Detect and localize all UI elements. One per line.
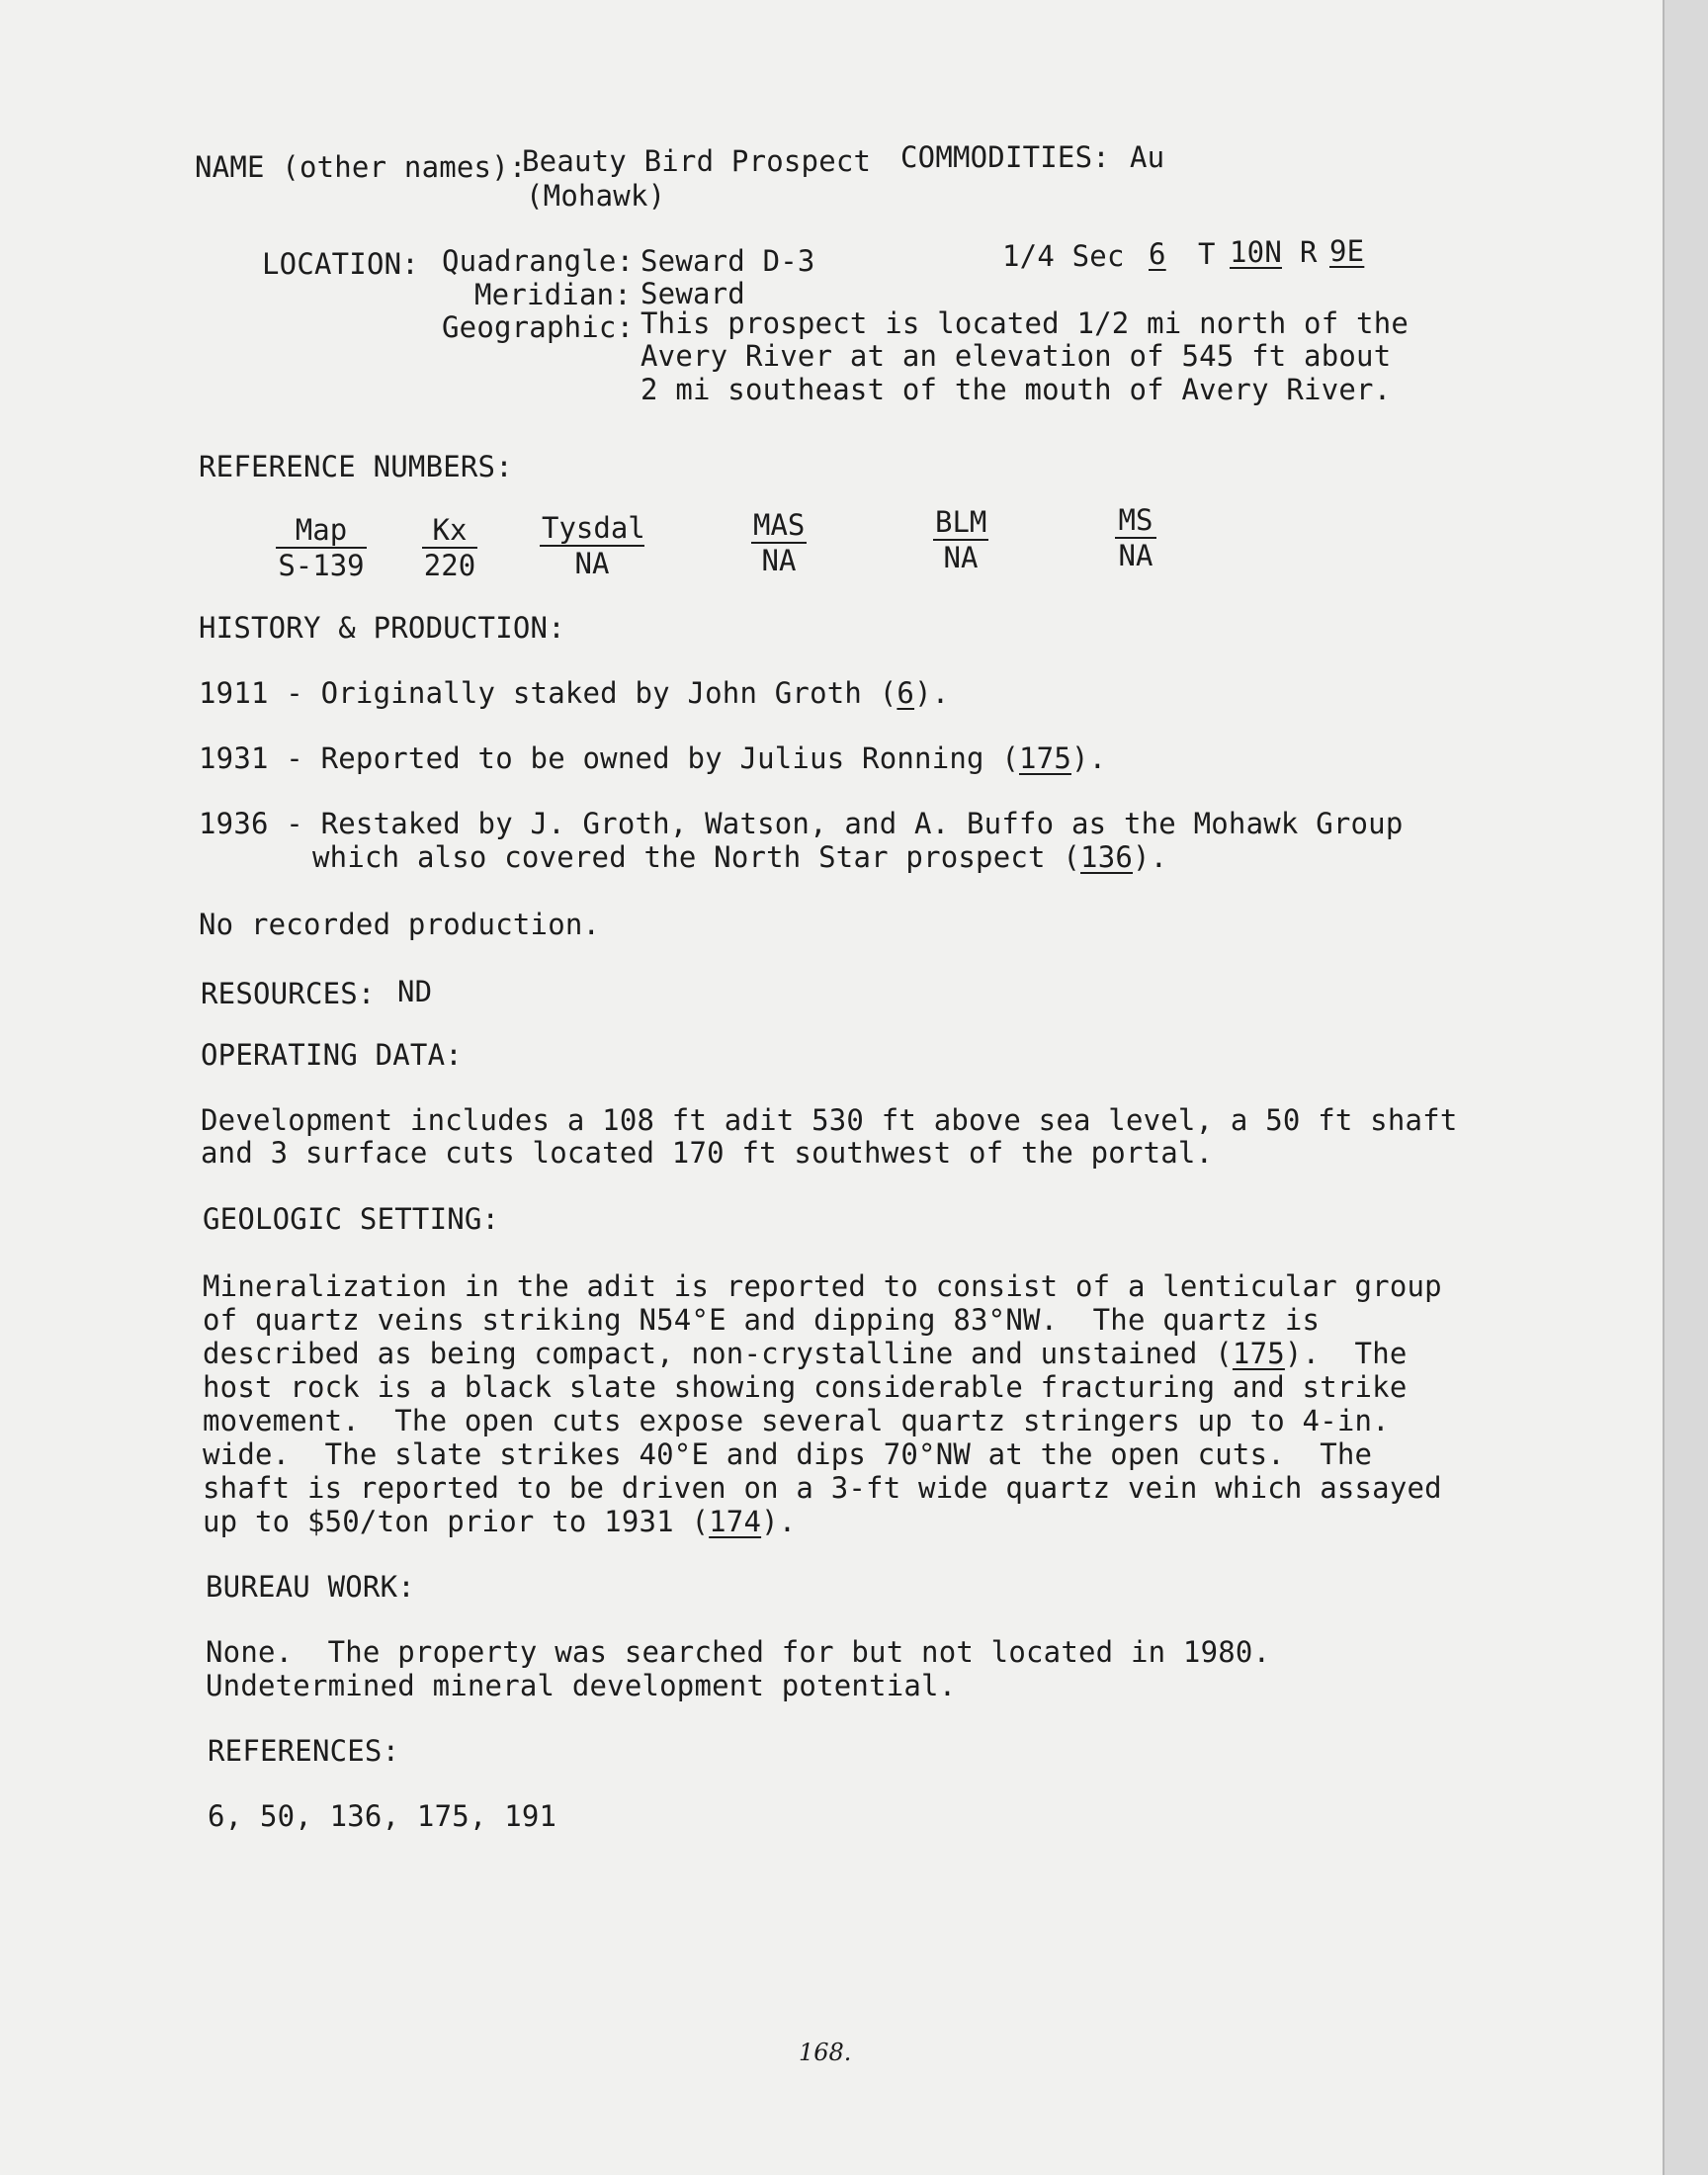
geographic-line: Avery River at an elevation of 545 ft about: [640, 339, 1392, 373]
history-label: HISTORY & PRODUCTION:: [199, 611, 565, 645]
ref-tysdal-value: NA: [574, 547, 610, 580]
quadrangle-label: Quadrangle:: [442, 244, 635, 278]
reference-numbers-label: REFERENCE NUMBERS:: [199, 450, 513, 483]
history-text: 1911 - Originally staked by John Groth (: [199, 676, 897, 710]
history-entry-1931: [199, 741, 1106, 775]
page-number: 168.: [799, 2039, 852, 2066]
meridian-label: Meridian:: [474, 278, 632, 311]
commodities-value: Au: [1130, 140, 1165, 174]
ref-blm: [933, 505, 988, 574]
geologic-line: [203, 1505, 796, 1538]
geographic-label: Geographic:: [442, 310, 635, 344]
history-text: which also covered the North Star prospect (: [312, 840, 1081, 874]
geographic-line: 2 mi southeast of the mouth of Avery River.: [640, 373, 1392, 406]
ref-kx: [422, 513, 477, 582]
meridian-value: Seward: [640, 277, 745, 310]
references-label: REFERENCES:: [208, 1734, 400, 1768]
geologic-line: Mineralization in the adit is reported to consist of a lenticular group: [203, 1269, 1442, 1303]
name-value: Beauty Bird Prospect: [522, 144, 872, 178]
ref-tysdal-head: Tysdal: [542, 511, 645, 545]
geologic-text: up to $50/ton prior to 1931 (: [203, 1505, 710, 1538]
geologic-text: ). The: [1284, 1337, 1408, 1370]
ref-blm-value: NA: [943, 541, 979, 574]
ref-tysdal: [540, 511, 644, 580]
history-entry-1911: [199, 676, 949, 710]
commodities-label: COMMODITIES:: [900, 140, 1110, 174]
other-name: (Mohawk): [526, 179, 666, 213]
sec-value: 6: [1149, 237, 1166, 271]
geologic-ref: 175: [1232, 1337, 1285, 1370]
ref-map-value: S-139: [278, 549, 365, 582]
ref-ms-value: NA: [1118, 539, 1153, 572]
range-value: 9E: [1329, 234, 1365, 268]
geologic-line: wide. The slate strikes 40°E and dips 70°NW at the open cuts. The: [203, 1437, 1373, 1471]
ref-mas: [751, 508, 807, 577]
location-label: LOCATION:: [262, 247, 419, 281]
history-entry-1936: 1936 - Restaked by J. Groth, Watson, and A. Buffo as the Mohawk Group: [199, 807, 1404, 840]
geographic-line: This prospect is located 1/2 mi north of the: [640, 306, 1409, 340]
geologic-line: host rock is a black slate showing considerable fracturing and strike: [203, 1370, 1408, 1404]
operating-label: OPERATING DATA:: [201, 1038, 463, 1072]
history-ref: 175: [1019, 741, 1071, 775]
geologic-label: GEOLOGIC SETTING:: [203, 1202, 500, 1236]
geologic-ref: 174: [709, 1505, 762, 1538]
sec-label: 1/4 Sec: [1002, 239, 1125, 273]
township-label: T: [1198, 237, 1216, 271]
ref-map-head: Map: [276, 513, 367, 549]
resources-value: ND: [397, 975, 433, 1008]
quadrangle-value: Seward D-3: [640, 244, 815, 278]
geologic-text: ).: [761, 1505, 797, 1538]
ref-ms: [1115, 503, 1156, 572]
history-text: 1931 - Reported to be owned by Julius Ronning (: [199, 741, 1019, 775]
bureau-line: Undetermined mineral development potential.: [206, 1669, 957, 1702]
history-ref: 136: [1080, 840, 1134, 874]
geologic-line: [203, 1337, 1408, 1370]
ref-mas-value: NA: [761, 544, 797, 577]
range-label: R: [1300, 235, 1318, 269]
bureau-label: BUREAU WORK:: [206, 1570, 415, 1604]
operating-line: Development includes a 108 ft adit 530 ft above sea level, a 50 ft shaft: [201, 1103, 1458, 1137]
history-text: ).: [1070, 741, 1107, 775]
ref-mas-head: MAS: [753, 508, 806, 542]
resources-label: RESOURCES:: [201, 977, 376, 1010]
operating-line: and 3 surface cuts located 170 ft southwest of the portal.: [201, 1136, 1214, 1170]
production-note: No recorded production.: [199, 908, 601, 941]
history-text: ).: [914, 676, 950, 710]
name-label: NAME (other names):: [195, 150, 527, 184]
ref-ms-head: MS: [1115, 503, 1156, 539]
geologic-line: shaft is reported to be driven on a 3-ft wide quartz vein which assayed: [203, 1471, 1442, 1505]
history-entry-1936-cont: [312, 840, 1167, 874]
bureau-line: None. The property was searched for but not located in 1980.: [206, 1635, 1271, 1669]
ref-blm-head: BLM: [935, 505, 987, 539]
geologic-text: described as being compact, non-crystalline and unstained (: [203, 1337, 1233, 1370]
geologic-line: of quartz veins striking N54°E and dipping 83°NW. The quartz is: [203, 1303, 1321, 1337]
township-value: 10N: [1230, 235, 1282, 269]
ref-kx-value: 220: [423, 549, 476, 582]
ref-map: [276, 513, 367, 582]
history-ref: 6: [897, 676, 915, 710]
geologic-line: movement. The open cuts expose several quartz stringers up to 4-in.: [203, 1404, 1390, 1437]
history-text: ).: [1133, 840, 1168, 874]
references-value: 6, 50, 136, 175, 191: [208, 1799, 557, 1833]
ref-kx-head: Kx: [422, 513, 477, 549]
